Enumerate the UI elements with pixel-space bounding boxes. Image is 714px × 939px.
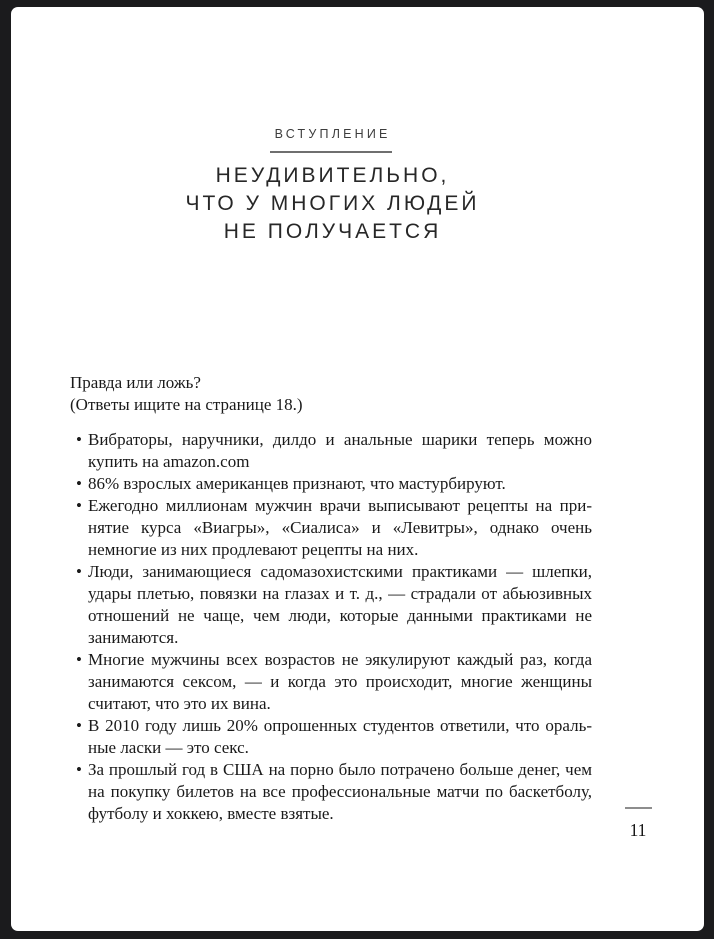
list-item [70,759,592,825]
section-kicker: ВСТУПЛЕНИЕ [274,127,391,141]
folio-rule [625,807,652,809]
book-page [11,7,704,931]
body-text [70,372,592,825]
bullet-icon: • [76,495,82,515]
list-item-text: Люди, занимающиеся садомазохистскими практиками — шлепки, удары плетью, повязки на глазах и т. д., — страдали от абьюзивных отношений не чаще, чем люди, которые данными практиками не занимаются. [88,561,592,647]
title-line: НЕУДИВИТЕЛЬНО, [215,163,450,187]
bullet-icon: • [76,561,82,581]
list-item-text: Многие мужчины всех возрастов не эякулируют каждый раз, когда занимаются сексом, — и когда это происходит, многие женщины считают, что это их вина. [88,649,592,713]
list-item [70,649,592,715]
title-line: НЕ ПОЛУЧАЕТСЯ [223,219,442,243]
list-item-text: За прошлый год в США на порно было потрачено больше денег, чем на покупку билетов на все профессиональные матчи по баскетболу, футболу и хоккею, вместе взятые. [88,759,592,823]
list-item-text: 86% взрослых американцев признают, что мастурбируют. [88,473,506,493]
list-item-text: В 2010 году лишь 20% опрошенных студентов ответили, что оральные ласки — это секс. [88,715,592,757]
intro-question: Правда или ложь? [70,372,201,392]
kicker-rule [270,151,392,153]
list-item [70,495,592,561]
bullet-icon: • [76,759,82,779]
list-item [70,429,592,473]
list-item [70,473,592,495]
intro-answer-note: (Ответы ищите на странице 18.) [70,394,303,414]
page-folio [618,807,658,841]
bullet-icon: • [76,429,82,449]
list-item [70,561,592,649]
title-line: ЧТО У МНОГИХ ЛЮДЕЙ [185,191,480,215]
bullet-icon: • [76,715,82,735]
chapter-title [70,162,592,246]
true-false-list [70,429,592,825]
chapter-header [70,7,592,246]
list-item-text: Ежегодно миллионам мужчин врачи выписывают рецепты на принятие курса «Виагры», «Сиалиса» и «Левитры», однако очень немногие из них продлевают рецепты на них. [88,495,592,559]
page-number: 11 [629,820,647,840]
list-item [70,715,592,759]
bullet-icon: • [76,649,82,669]
list-item-text: Вибраторы, наручники, дилдо и анальные шарики теперь можно купить на amazon.com [88,429,592,471]
bullet-icon: • [76,473,82,493]
